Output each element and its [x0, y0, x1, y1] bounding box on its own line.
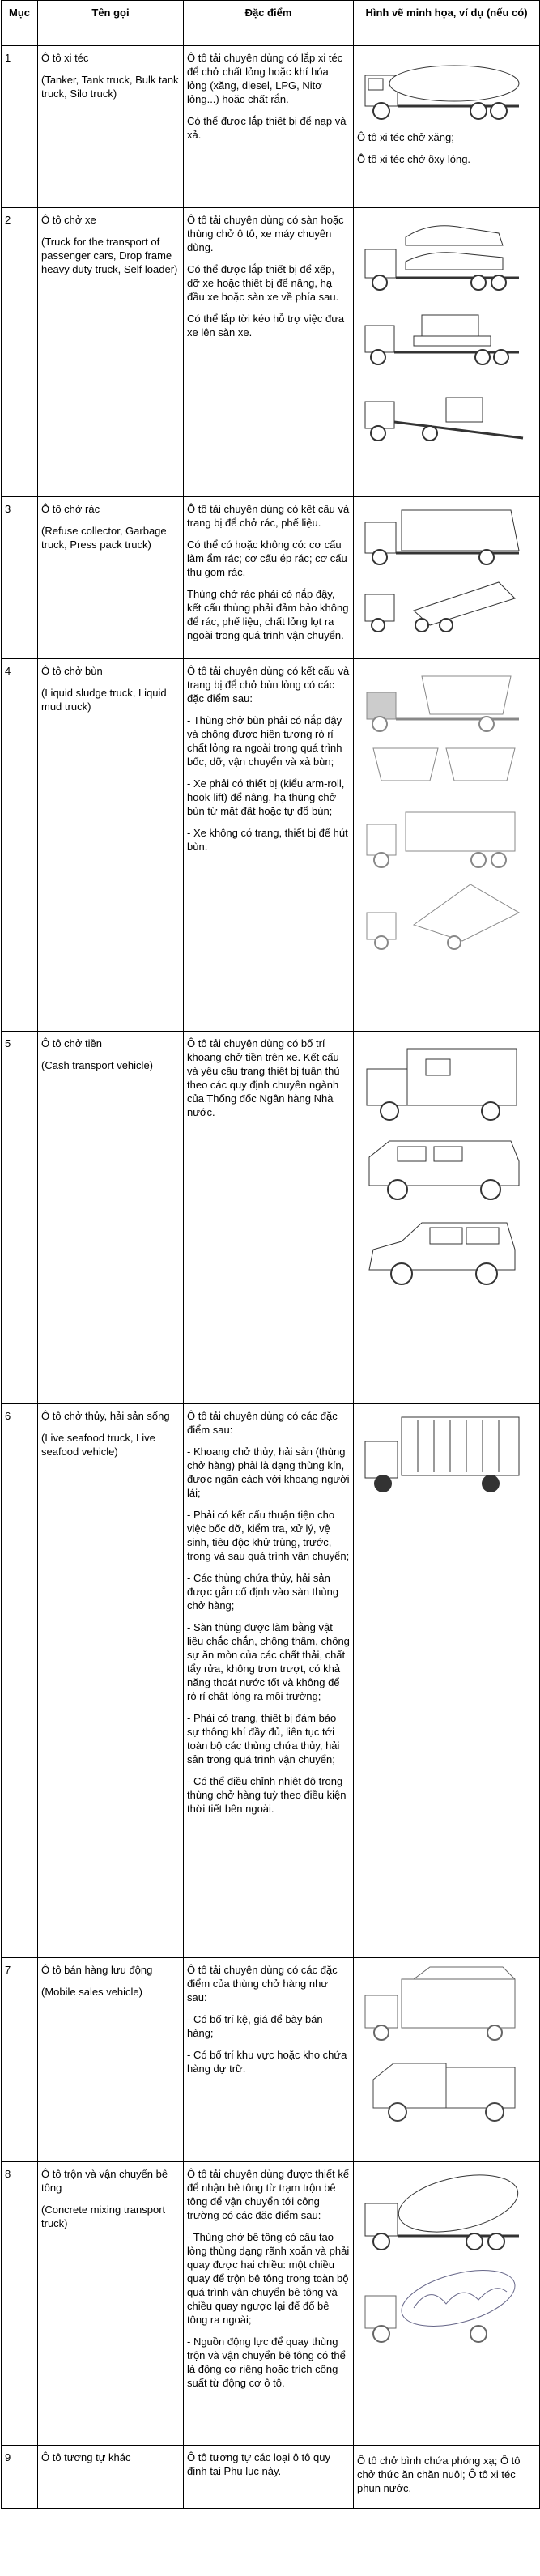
vehicle-table [1, 0, 540, 2509]
tilt-loader-illustration [357, 373, 527, 446]
table-row [2, 1958, 540, 2162]
row-alias: (Cash transport vehicle) [41, 1059, 153, 1071]
feature-text: Ô tô tải chuyên dùng có kết cấu và trang bị để chở rác, phế liệu. [187, 503, 350, 529]
row-illustration [354, 659, 540, 1032]
feature-text: - Thùng chở bê tông có cấu tạo lòng thùng dạng rãnh xoắn và phải quay được hai chiều: một chiều quay để trộn bê tông trong toàn bộ quá trình vận chuyển bê tông và chiều quay ngược lại để đổ bê tông ra ngoài; [187, 2231, 350, 2326]
feature-text: Có thể có hoặc không có: cơ cấu làm ẩm rác; cơ cấu ép rác; cơ cấu thu gom rác. [187, 539, 347, 578]
cash-suv-illustration [357, 1213, 527, 1294]
row-features [184, 497, 354, 659]
row-alias: (Mobile sales vehicle) [41, 1986, 142, 1998]
row-illustration [354, 46, 540, 208]
feature-text: Ô tô tương tự các loại ô tô quy định tại Phụ lục này. [187, 2451, 330, 2477]
row-features [184, 659, 354, 1032]
row-name-cell [38, 208, 184, 497]
table-header-row [2, 1, 540, 46]
row-alias: (Refuse collector, Garbage truck, Press pack truck) [41, 525, 167, 551]
row-name-cell [38, 1032, 184, 1404]
tipping-truck-illustration [357, 876, 527, 953]
row-illustration [354, 208, 540, 497]
feature-text: - Phải có trang, thiết bị đảm bảo sự thông khí đầy đủ, liên tục tới toàn bộ các thùng chứa thủy, hải sản trong quá trình vận chuyển; [187, 1712, 340, 1765]
row-name-cell [38, 659, 184, 1032]
row-number: 6 [2, 1404, 38, 1958]
feature-text: Thùng chở rác phải có nắp đậy, kết cấu thùng phải đảm bảo không để rác, phế liệu, chất lỏng lọt ra ngoài trong quá trình vận chuyển. [187, 588, 349, 641]
skip-loader-illustration [357, 664, 527, 737]
row-alias: (Live seafood truck, Live seafood vehicle) [41, 1432, 155, 1458]
feature-text: Ô tô tải chuyên dùng có sàn hoặc thùng chở ô tô, xe máy chuyên dùng. [187, 214, 344, 253]
cash-truck-illustration [357, 1037, 527, 1126]
header-ten-goi: Tên gọi [38, 1, 184, 46]
row-features [184, 2162, 354, 2446]
feature-text: Ô tô tải chuyên dùng có kết cấu và trang bị để chở bùn lỏng có các đặc điểm sau: [187, 665, 350, 705]
table-row [2, 2162, 540, 2446]
row-number: 1 [2, 46, 38, 208]
row-illustration [354, 2162, 540, 2446]
mobile-sales-truck-illustration [357, 1963, 527, 2044]
row-name: Ô tô tương tự khác [41, 2451, 131, 2463]
car-carrier-illustration [357, 213, 527, 294]
concrete-mixer-cutaway-illustration [357, 2259, 527, 2348]
header-dac-diem: Đặc điểm [184, 1, 354, 46]
feature-text: Có thể được lắp thiết bị để nạp và xả. [187, 115, 347, 141]
row-name: Ô tô chở rác [41, 503, 100, 515]
feature-text: - Thùng chở bùn phải có nắp đậy và chống được hiện tượng rò rỉ chất lỏng ra ngoài trong quá trình bốc, dỡ, vận chuyển và xả bùn; [187, 714, 342, 768]
table-row [2, 208, 540, 497]
row-name: Ô tô trộn và vận chuyển bê tông [41, 2168, 168, 2194]
row-name-cell [38, 1958, 184, 2162]
row-name: Ô tô chở xe [41, 214, 96, 226]
feature-text: - Xe phải có thiết bị (kiểu arm-roll, hook-lift) để nâng, hạ thùng chở bùn từ mặt đất hoặc tự đổ bùn; [187, 777, 345, 817]
feature-text: - Xe không có trang, thiết bị để hút bùn. [187, 827, 348, 853]
row-features [184, 1958, 354, 2162]
feature-text: Ô tô tải chuyên dùng có lắp xi téc để chở chất lỏng hoặc khí hóa lỏng (xăng, diesel, LPG, Nitơ lỏng...) hoặc chất rắn. [187, 52, 343, 105]
cash-van-illustration [357, 1129, 527, 1210]
hook-truck-illustration [357, 570, 527, 635]
mobile-sales-van-illustration [357, 2047, 527, 2128]
illustration-caption: Ô tô xi téc chở xăng; [357, 131, 454, 143]
row-illustration [354, 1958, 540, 2162]
table-row [2, 1032, 540, 1404]
illustration-caption: Ô tô xi téc chở ôxy lỏng. [357, 153, 471, 165]
feature-text: Ô tô tải chuyên dùng có các đặc điểm sau: [187, 1410, 338, 1436]
row-name: Ô tô chở bùn [41, 665, 103, 677]
feature-text: - Có bố trí kệ, giá để bày bán hàng; [187, 2013, 323, 2039]
table-row [2, 1404, 540, 1958]
feature-text: Ô tô tải chuyên dùng có các đặc điểm của thùng chở hàng như sau: [187, 1964, 338, 2003]
feature-text: - Sàn thùng được làm bằng vật liệu chắc chắn, chống thấm, chống sự ăn mòn của các chất thải, chất tẩy rửa, không trơn trượt, có khả năng thoát nước tốt và không để rò rỉ chất lỏng ra môi trường; [187, 1621, 350, 1702]
row-features [184, 1032, 354, 1404]
garbage-truck-illustration [357, 502, 527, 567]
row-number: 7 [2, 1958, 38, 2162]
row-number: 3 [2, 497, 38, 659]
header-hinh-ve: Hình vẽ minh họa, ví dụ (nếu có) [354, 1, 540, 46]
feature-text: Ô tô tải chuyên dùng được thiết kế để nhận bê tông từ trạm trộn bê tông để vận chuyển tới công trường có các đặc điểm sau: [187, 2168, 350, 2221]
row-number: 2 [2, 208, 38, 497]
row-illustration [354, 1032, 540, 1404]
row-name-cell [38, 2446, 184, 2509]
table-row [2, 497, 540, 659]
row-features [184, 208, 354, 497]
bulldozer-carrier-illustration [357, 297, 527, 370]
table-row [2, 46, 540, 208]
row-alias: (Concrete mixing transport truck) [41, 2203, 166, 2229]
row-name-cell [38, 2162, 184, 2446]
row-name-cell [38, 1404, 184, 1958]
row-features [184, 2446, 354, 2509]
row-number: 8 [2, 2162, 38, 2446]
seafood-truck-illustration [357, 1409, 527, 1498]
skip-bins-illustration [357, 740, 527, 797]
feature-text: Ô tô tải chuyên dùng có bố trí khoang chở tiền trên xe. Kết cấu và yêu cầu trang thiết bị tuân thủ theo các quy định chuyên ngành của Thống đốc Ngân hàng Nhà nước. [187, 1037, 340, 1118]
row-illustration [354, 2446, 540, 2509]
feature-text: Có thể được lắp thiết bị để xếp, dỡ xe hoặc thiết bị để nâng, hạ đầu xe hoặc sàn xe về phía sau. [187, 263, 339, 303]
row-alias: (Tanker, Tank truck, Bulk tank truck, Silo truck) [41, 74, 179, 100]
illustration-caption: Ô tô chở bình chứa phóng xạ; Ô tô chở thức ăn chăn nuôi; Ô tô xi téc phun nước. [357, 2455, 521, 2494]
tanker-truck-illustration [357, 51, 527, 124]
row-name-cell [38, 497, 184, 659]
row-features [184, 1404, 354, 1958]
row-name: Ô tô chở thủy, hải sản sống [41, 1410, 170, 1422]
row-alias: (Liquid sludge truck, Liquid mud truck) [41, 687, 167, 713]
concrete-mixer-illustration [357, 2167, 527, 2256]
row-number: 9 [2, 2446, 38, 2509]
feature-text: - Phải có kết cấu thuận tiện cho việc bốc dỡ, kiểm tra, xử lý, vệ sinh, tiêu độc khử trùng, trước, trong và sau quá trình vận chuyển; [187, 1509, 350, 1562]
row-features [184, 46, 354, 208]
feature-text: - Các thùng chứa thủy, hải sản được gắn cố định vào sàn thùng chở hàng; [187, 1572, 339, 1612]
header-muc: Mục [2, 1, 38, 46]
feature-text: - Khoang chở thủy, hải sản (thùng chở hàng) phải là dạng thùng kín, được ngăn cách với khoang người lái; [187, 1446, 350, 1499]
row-number: 4 [2, 659, 38, 1032]
row-illustration [354, 497, 540, 659]
feature-text: Có thể lắp tời kéo hỗ trợ việc đưa xe lên sàn xe. [187, 313, 345, 338]
table-row [2, 2446, 540, 2509]
row-illustration [354, 1404, 540, 1958]
dump-truck-illustration [357, 800, 527, 873]
row-name: Ô tô xi téc [41, 52, 89, 64]
feature-text: - Có bố trí khu vực hoặc kho chứa hàng dự trữ. [187, 2049, 347, 2075]
row-number: 5 [2, 1032, 38, 1404]
feature-text: - Có thể điều chỉnh nhiệt độ trong thùng chở hàng tuỳ theo điều kiện thời tiết bên ngoài. [187, 1775, 347, 1815]
row-name: Ô tô bán hàng lưu động [41, 1964, 153, 1976]
row-name-cell [38, 46, 184, 208]
table-row [2, 659, 540, 1032]
row-name: Ô tô chở tiền [41, 1037, 103, 1050]
row-alias: (Truck for the transport of passenger cars, Drop frame heavy duty truck, Self loader) [41, 236, 178, 275]
feature-text: - Nguồn động lực để quay thùng trộn và vận chuyển bê tông có thể là động cơ riêng hoặc trích công suất từ động cơ ô tô. [187, 2335, 346, 2389]
